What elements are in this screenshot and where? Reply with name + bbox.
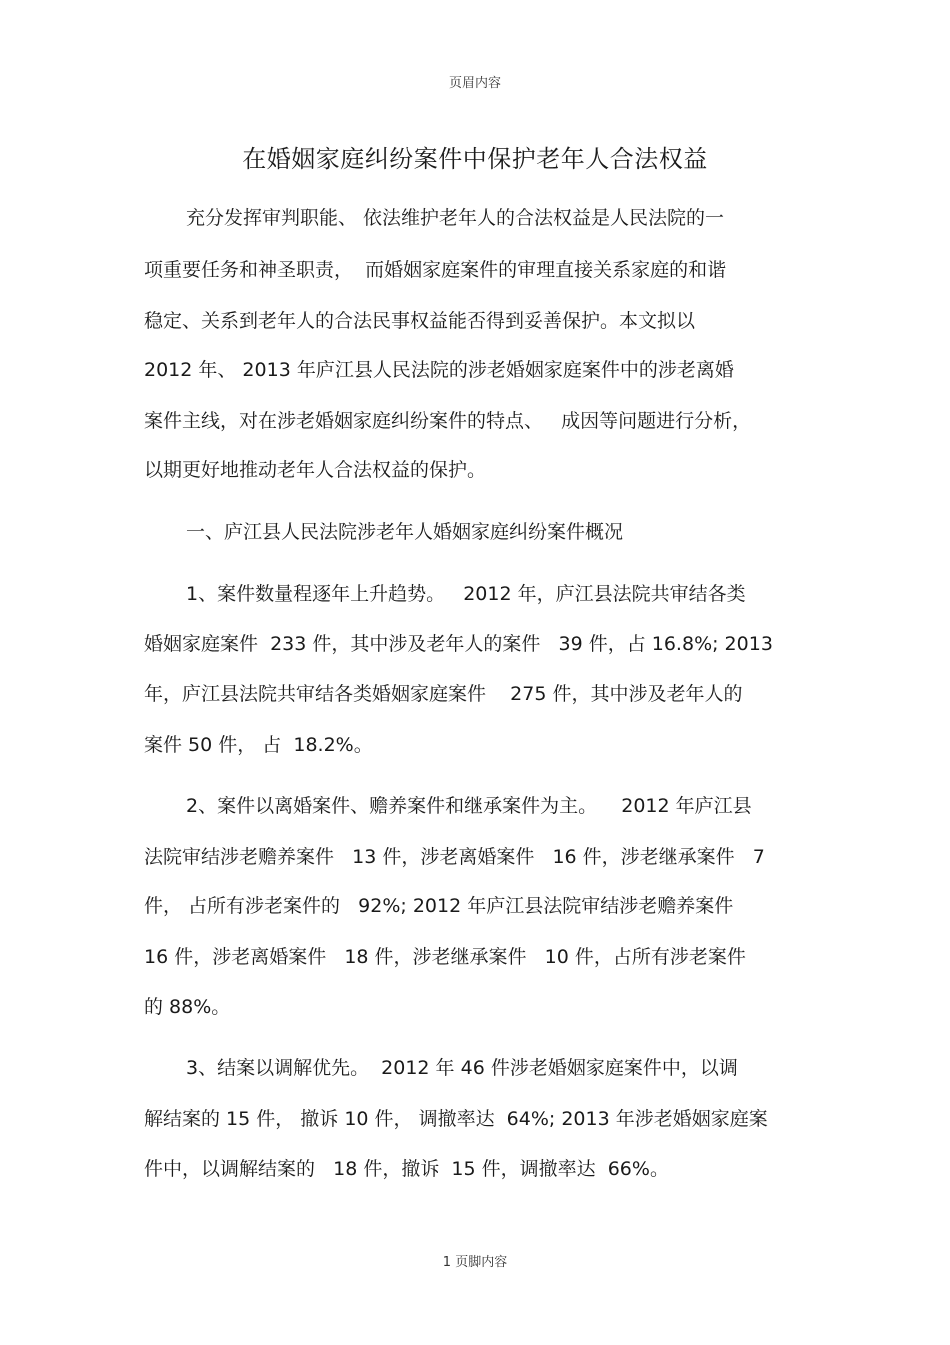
- page-number: 1: [442, 1255, 452, 1270]
- paragraph-line: 项重要任务和神圣职责， 而婚姻家庭案件的审理直接关系家庭的和谐: [144, 259, 727, 281]
- paragraph-line: 件中，以调解结案的 18 件，撤诉 15 件，调撤率达 66%。: [144, 1158, 669, 1180]
- paragraph-line: 年，庐江县法院共审结各类婚姻家庭案件 275 件，其中涉及老年人的: [144, 683, 743, 705]
- paragraph-line: 案件主线，对在涉老婚姻家庭纠纷案件的特点、 成因等问题进行分析，: [144, 410, 752, 432]
- paragraph-line: 充分发挥审判职能、 依法维护老年人的合法权益是人民法院的一: [186, 207, 725, 229]
- paragraph-line: 16 件，涉老离婚案件 18 件，涉老继承案件 10 件，占所有涉老案件: [144, 946, 746, 968]
- paragraph-line: 解结案的 15 件， 撤诉 10 件， 调撤率达 64%; 2013 年涉老婚姻家庭案: [144, 1108, 768, 1130]
- section-heading-text: 一、庐江县人民法院涉老年人婚姻家庭纠纷案件概况: [186, 521, 624, 543]
- paragraph-line: 婚姻家庭案件 233 件，其中涉及老年人的案件 39 件，占 16.8%; 2013: [144, 633, 773, 655]
- paragraph-line: 2、案件以离婚案件、赡养案件和继承案件为主。 2012 年庐江县: [186, 795, 752, 817]
- document-title: 在婚姻家庭纠纷案件中保护老年人合法权益: [242, 145, 708, 173]
- paragraph-line: 以期更好地推动老年人合法权益的保护。: [144, 459, 487, 481]
- paragraph-line: 稳定、关系到老年人的合法民事权益能否得到妥善保护。本文拟以: [144, 310, 696, 332]
- page-footer: [0, 1251, 950, 1270]
- paragraph-line: 的 88%。: [144, 996, 231, 1018]
- paragraph-line: 2012 年、 2013 年庐江县人民法院的涉老婚姻家庭案件中的涉老离婚: [144, 359, 734, 381]
- paragraph-line: 3、结案以调解优先。 2012 年 46 件涉老婚姻家庭案件中，以调: [186, 1057, 738, 1079]
- paragraph-line: 件， 占所有涉老案件的 92%; 2012 年庐江县法院审结涉老赡养案件: [144, 895, 734, 917]
- paragraph-line: 1、案件数量程逐年上升趋势。 2012 年，庐江县法院共审结各类: [186, 583, 746, 605]
- footer-text: 页脚内容: [455, 1255, 508, 1270]
- paragraph-line: 法院审结涉老赡养案件 13 件，涉老离婚案件 16 件，涉老继承案件 7: [144, 846, 765, 868]
- page-header: 页眉内容: [448, 76, 501, 91]
- paragraph-line: 案件 50 件， 占 18.2%。: [144, 734, 373, 756]
